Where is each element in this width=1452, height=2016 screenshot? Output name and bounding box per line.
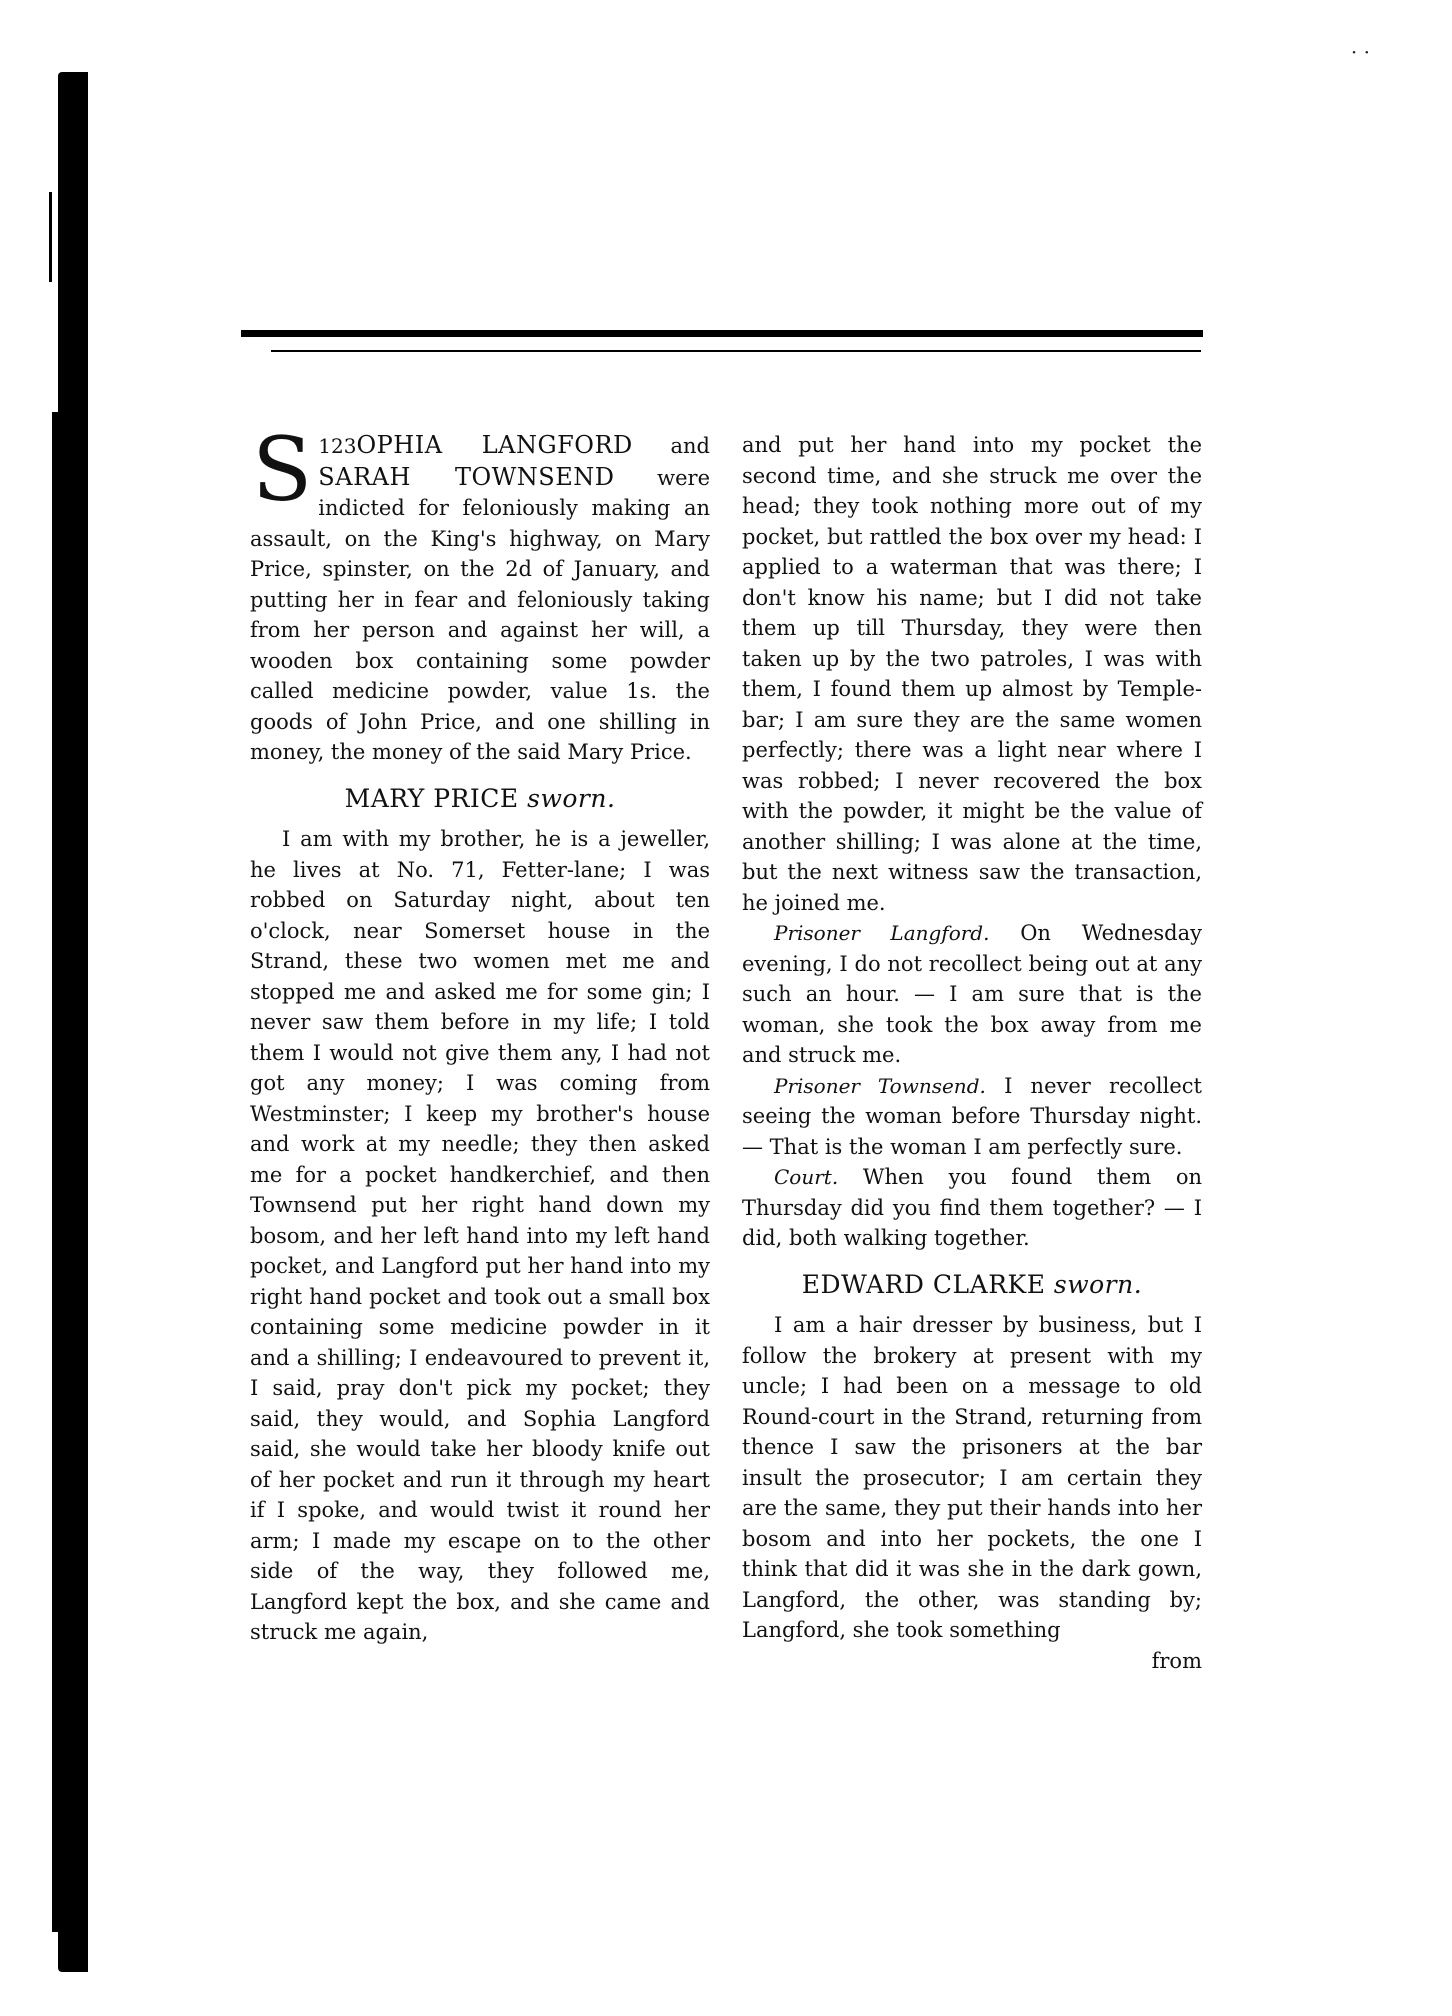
defendant-name-1: OPHIA LANGFORD: [356, 431, 633, 459]
statement-text: On Wednesday evening, I do not recollect being out at any such an hour. — I am sure that is the woman, she took the box away from me and struck me.: [742, 921, 1202, 1067]
drop-cap: S: [252, 418, 313, 521]
testimony-mary-price: I am with my brother, he is a jeweller, he lives at No. 71, Fetter-lane; I was robbed on Saturday night, about ten o'clock, near Somerset house in the Strand, these two women met me and stopped me and asked me for some gin; I never saw them before in my life; I told them I would not give them any, I had not got any money; I was coming from Westminster; I keep my brother's house and work at my needle; they then asked me for a pocket handkerchief, and then Townsend put her right hand down my bosom, and her left hand into my left hand pocket, and Langford put her hand into my right hand pocket and took out a small box containing some medicine powder in it and a shilling; I endeavoured to prevent it, I said, pray don't pick my pocket; they said, they would, and Sophia Langford said, she would take her bloody knife out of her pocket and run it through my heart if I spoke, and would twist it round her arm; I made my escape on to the other side of the way, they followed me, Langford kept the box, and she came and struck me again,: [250, 827, 710, 1644]
speaker-label: Prisoner Townsend.: [774, 1073, 986, 1098]
witness-sworn: sworn.: [527, 783, 616, 813]
witness-heading-mary-price: [250, 784, 710, 815]
witness-name: EDWARD CLARKE: [801, 1269, 1046, 1299]
witness-heading-edward-clarke: [742, 1270, 1202, 1301]
corner-mark: · ·: [1350, 40, 1370, 64]
defendant-name-2: SARAH TOWNSEND: [318, 462, 615, 491]
prisoner-langford-statement: [742, 918, 1202, 1071]
statement-text: When you found them on Thursday did you find them together? — I did, both walking together.: [742, 1165, 1202, 1250]
statement-text: I never recollect seeing the woman before Thursday night. — That is the woman I am perfectly sure.: [742, 1073, 1202, 1159]
witness-name: MARY PRICE: [344, 783, 519, 813]
catchword: from: [1151, 1648, 1202, 1673]
header-rule-thin: [271, 350, 1201, 352]
binding-edge: [58, 72, 88, 1972]
header-rule-thick: [241, 330, 1203, 337]
speaker-label: Prisoner Langford.: [774, 921, 990, 945]
prisoner-townsend-statement: [742, 1071, 1202, 1163]
testimony-edward-clarke: I am a hair dresser by business, but I follow the brokery at present with my uncle; I had been on a message to old Round-court in the Strand, returning from thence I saw the prisoners at the bar insult the prosecutor; I am certain they are the same, they put their hands into her bosom and into her pockets, the one I think that did it was she in the dark gown, Langford, the other, was standing by; Langford, she took something: [742, 1313, 1202, 1642]
court-question: [742, 1162, 1202, 1254]
witness-sworn: sworn.: [1053, 1269, 1143, 1299]
testimony-mary-price-continued: and put her hand into my pocket the second time, and she struck me over the head; they took nothing more out of my pocket, but rattled the box over my head: I applied to a waterman that was there; I don't know his name; but I did not take them up till Thursday, they were then taken up by the two patroles, I was with them, I found them up almost by Temple-bar; I am sure they are the same women perfectly; there was a light near where I was robbed; I never recovered the box with the powder, it might be the value of another shilling; I was alone at the time, but the next witness saw the transaction, he joined me.: [742, 433, 1202, 915]
left-column: [250, 418, 710, 1648]
defendant-and: and: [670, 434, 710, 458]
case-number: 123: [318, 434, 357, 458]
right-column: [742, 430, 1202, 1676]
indictment-text: were indicted for feloniously making an assault, on the King's highway, on Mary Price, spinster, on the 2d of January, and putting her in fear and feloniously taking from her person and against her will, a wooden box containing some powder called medicine powder, value 1s. the goods of John Price, and one shilling in money, the money of the said Mary Price.: [250, 465, 710, 764]
speaker-label: Court.: [774, 1165, 839, 1189]
case-indictment: [250, 418, 710, 768]
